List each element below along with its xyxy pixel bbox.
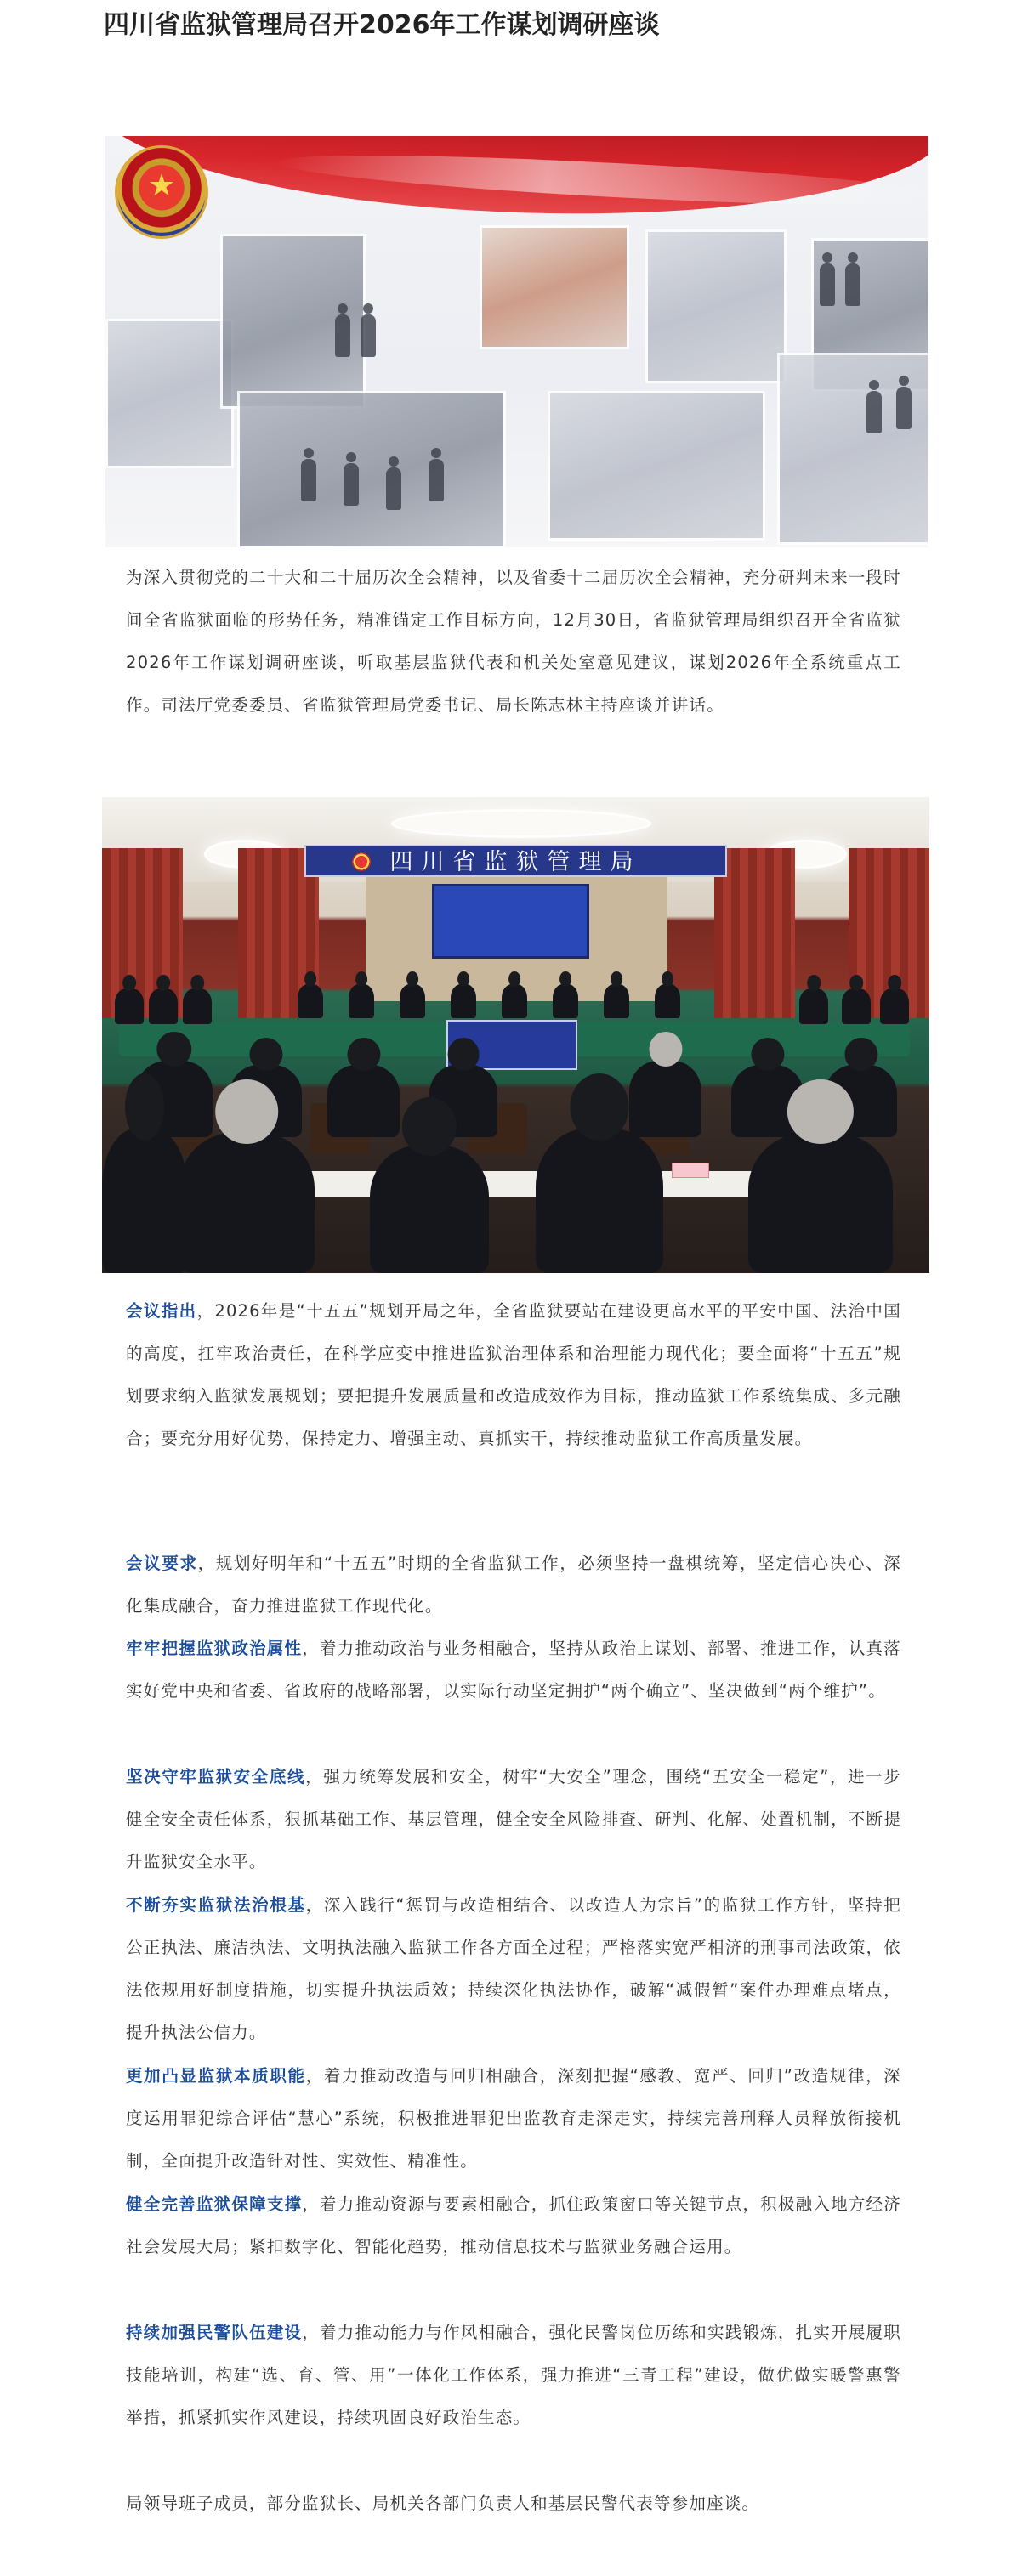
attendee [502,984,527,1018]
attendee [536,1129,663,1273]
officer-figure [386,467,401,510]
ceiling-light [391,809,651,838]
signboard-text: 四川省监狱管理局 [389,849,642,875]
attendee [629,1061,701,1137]
attendee [179,1133,315,1273]
collage-photo [237,391,506,547]
projection-screen [432,884,589,959]
attendee [451,984,476,1018]
attendee [102,1129,187,1273]
paragraph-body: ，着力推动资源与要素相融合，抓住政策窗口等关键节点，积极融入地方经济社会发展大局；紧扣数字化、智能化趋势，推动信息技术与监狱业务融合运用。 [126,2194,901,2256]
officer-figure [361,314,376,357]
banner-image [105,136,928,547]
paragraph-political [126,1628,901,1713]
paragraph-support [126,2183,901,2268]
officer-figure [866,391,882,433]
officer-figure [845,263,860,306]
officer-figure [301,459,316,501]
collage-photo [645,229,787,383]
paragraph-safety [126,1756,901,1883]
paragraph-core-functions [126,2055,901,2183]
paragraph-meeting-points [126,1290,901,1460]
attendee [842,988,871,1024]
meeting-signboard [304,845,727,877]
paragraph-team-building [126,2312,901,2439]
paragraph-body: ，着力推动能力与作风相融合，强化民警岗位历练和实践锻炼，扎实开展履职技能培训，构建“选、育、管、用”一体化工作体系，强力推进“三青工程”建设，做优做实暖警惠警举措，抓紧抓实作风建设，持续巩固良好政治生态。 [126,2323,901,2427]
attendee [400,984,425,1018]
paragraph-lead: 更加凸显监狱本质职能 [126,2066,306,2086]
attendee [115,988,144,1024]
attendee [799,988,828,1024]
paragraph-lead: 持续加强民警队伍建设 [126,2323,303,2342]
officer-figure [344,463,359,506]
paragraph-body: ，着力推动政治与业务相融合，坚持从政治上谋划、部署、推进工作，认真落实好党中央和省委、省政府的战略部署，以实际行动坚定拥护“两个确立”、坚决做到“两个维护”。 [126,1639,901,1701]
collage-photo [105,319,234,468]
name-plate [672,1163,709,1178]
attendee [327,1065,400,1137]
meeting-photo [102,797,929,1273]
paragraph-lead: 牢牢把握监狱政治属性 [126,1639,303,1658]
attendee [655,984,680,1018]
paragraph-lead: 坚决守牢监狱安全底线 [126,1767,306,1786]
closing-paragraph: 局领导班子成员，部分监狱长、局机关各部门负责人和基层民警代表等参加座谈。 [126,2494,760,2513]
paragraph-body: ，深入践行“惩罚与改造相结合、以改造人为宗旨”的监狱工作方针，坚持把公正执法、廉洁执法、文明执法融入监狱工作各方面全过程；严格落实宽严相济的刑事司法政策，依法依规用好制度措施，切实提升执法质效；持续深化执法协作，破解“减假暂”案件办理难点堵点，提升执法公信力。 [126,1895,901,2042]
paragraph-rule-of-law [126,1884,901,2054]
paragraph-meeting-requirements [126,1543,901,1628]
paragraph-lead: 会议要求 [126,1554,198,1573]
officer-figure [429,459,444,501]
officer-figure [335,314,350,357]
paragraph-body: ，强力统筹发展和安全，树牢“大安全”理念，围绕“五安全一稳定”，进一步健全安全责任体系，狠抓基础工作、基层管理，健全安全风险排查、研判、化解、处置机制，不断提升监狱安全水平。 [126,1767,901,1871]
attendee [553,984,578,1018]
attendee [604,984,629,1018]
officer-figure [896,387,912,429]
paragraph-lead: 会议指出 [126,1301,197,1321]
attendee [298,984,323,1018]
collage-photo [480,225,629,349]
attendee [748,1133,893,1273]
attendee [349,984,374,1018]
police-emblem-icon [117,148,206,236]
attendee [183,988,212,1024]
attendee [370,1146,489,1273]
paragraph-body: ，着力推动改造与回归相融合，深刻把握“感教、宽严、回归”改造规律，深度运用罪犯综合评估“慧心”系统，积极推进罪犯出监教育走深走实，持续完善刑释人员释放衔接机制，全面提升改造针对性、实效性、精准性。 [126,2066,901,2171]
paragraph-body: ，规划好明年和“十五五”时期的全省监狱工作，必须坚持一盘棋统筹，坚定信心决心、深化集成融合，奋力推进监狱工作现代化。 [126,1554,901,1616]
paragraph-lead: 不断夯实监狱法治根基 [126,1895,306,1915]
police-emblem-icon [352,852,371,871]
article-title: 四川省监狱管理局召开2026年工作谋划调研座谈 [104,10,660,40]
intro-paragraph: 为深入贯彻党的二十大和二十届历次全会精神，以及省委十二届历次全会精神，充分研判未来一段时间全省监狱面临的形势任务，精准锚定工作目标方向，12月30日，省监狱管理局组织召开全省监狱2026年工作谋划调研座谈，听取基层监狱代表和机关处室意见建议，谋划2026年全系统重点工作。司法厅党委委员、省监狱管理局党委书记、局长陈志林主持座谈并讲话。 [126,568,901,715]
officer-figure [820,263,835,306]
attendee [880,988,909,1024]
paragraph-body: ，2026年是“十五五”规划开局之年，全省监狱要站在建设更高水平的平安中国、法治中国的高度，扛牢政治责任，在科学应变中推进监狱治理体系和治理能力现代化；要全面将“十五五”规划要求纳入监狱发展规划；要把提升发展质量和改造成效作为目标，推动监狱工作系统集成、多元融合；要充分用好优势，保持定力、增强主动、真抓实干，持续推动监狱工作高质量发展。 [126,1301,901,1448]
attendee [149,988,178,1024]
collage-photo [548,391,765,541]
paragraph-lead: 健全完善监狱保障支撑 [126,2194,303,2214]
